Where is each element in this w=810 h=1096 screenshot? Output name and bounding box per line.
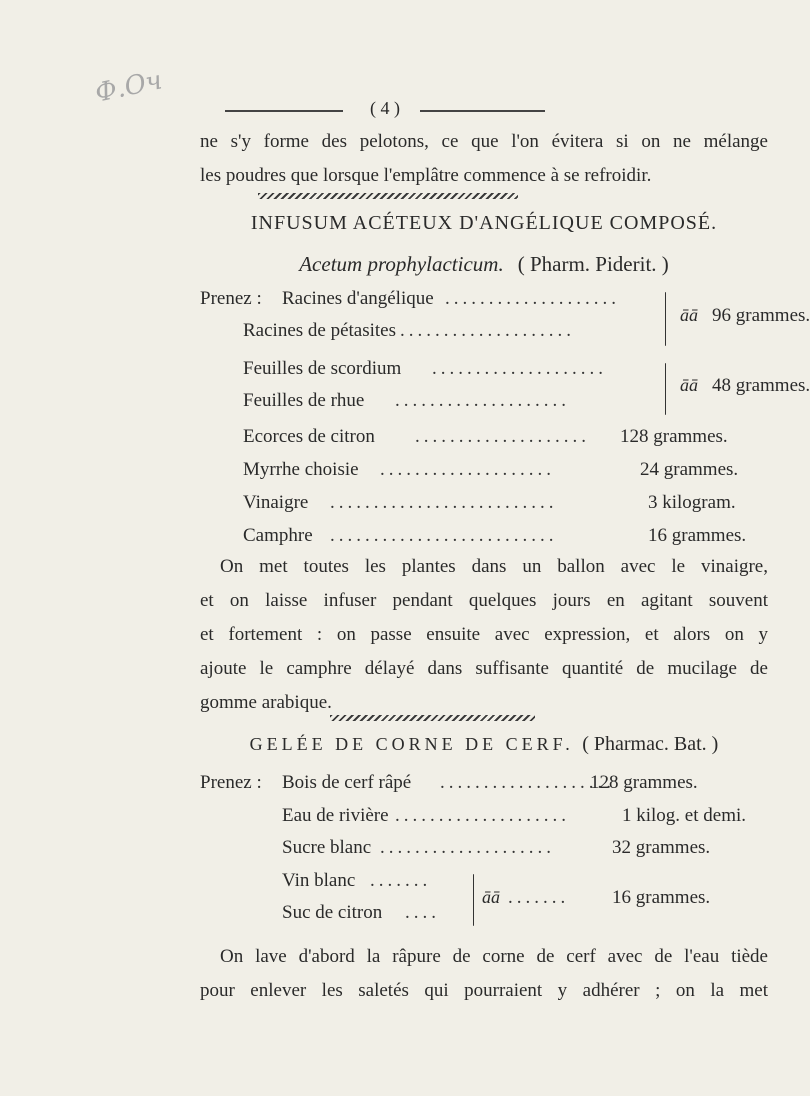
brace (665, 292, 666, 346)
ingredient-name: Feuilles de scordium (243, 358, 402, 379)
instruction-line: On met toutes les plantes dans un ballon avec le vinaigre, (220, 556, 768, 577)
ingredient-quantity: 24 grammes. (640, 459, 739, 480)
dot-leader: .................... (440, 772, 615, 793)
intro-line: les poudres que lorsque l'emplâtre commence à se refroidir. (200, 165, 652, 186)
ingredient-name: Racines de pétasites (243, 320, 397, 341)
ingredient-quantity: 16 grammes. (612, 887, 711, 908)
page-number: ( 4 ) (370, 98, 400, 118)
dot-leader: .................... (380, 837, 555, 858)
instructions-paragraph (200, 550, 768, 720)
instruction-line: et on laisse infuser pendant quelques jours en agitant souvent (200, 590, 768, 611)
instruction-line: pour enlever les saletés qui pourraient y adhérer ; on la met (200, 980, 768, 1001)
ingredient-quantity: 128 grammes. (590, 772, 698, 793)
ingredient-quantity: 3 kilogram. (648, 492, 736, 513)
recipe-source: ( Pharm. Piderit. ) (517, 252, 669, 276)
dot-leader: .................... (432, 358, 607, 379)
ingredient-name: Vin blanc (282, 870, 356, 891)
dot-leader: .................... (380, 459, 555, 480)
intro-paragraph (200, 125, 768, 193)
latin-name: Acetum prophylacticum. (299, 252, 504, 276)
prenez-label: Prenez : (200, 772, 262, 793)
ana-mark: āā (482, 887, 500, 907)
dot-leader: .................... (445, 288, 620, 309)
recipe-source: ( Pharmac. Bat. ) (582, 733, 719, 755)
ingredient-name: Racines d'angélique (282, 288, 434, 309)
ingredient-name: Vinaigre (243, 492, 309, 513)
header-rule-right (420, 110, 545, 112)
ingredient-name: Feuilles de rhue (243, 390, 365, 411)
ingredient-quantity: 16 grammes. (648, 525, 747, 546)
ingredient-quantity: 48 grammes. (712, 375, 810, 396)
instruction-line: gomme arabique. (200, 692, 332, 713)
recipe-title (200, 733, 768, 756)
instruction-line: ajoute le camphre délayé dans suffisante quantité de mucilage de (200, 658, 768, 679)
ana-mark: āā (680, 305, 698, 325)
prenez-label: Prenez : (200, 288, 262, 309)
recipe-title: INFUSUM ACÉTEUX D'ANGÉLIQUE COMPOSÉ. (250, 212, 718, 234)
section-divider (258, 193, 518, 199)
recipe-title-text: GELÉE DE CORNE DE CERF. (249, 734, 574, 754)
dot-leader: .................... (395, 390, 570, 411)
ingredient-name: Eau de rivière (282, 805, 389, 826)
ingredient-name: Suc de citron (282, 902, 383, 923)
brace (665, 363, 666, 415)
ingredient-name: Ecorces de citron (243, 426, 375, 447)
ingredient-quantity: 1 kilog. et demi. (622, 805, 747, 826)
section-divider (330, 715, 535, 721)
dot-leader: .......................... (330, 492, 558, 513)
ingredient-quantity: 32 grammes. (612, 837, 711, 858)
ingredient-quantity: 128 grammes. (620, 426, 728, 447)
dot-leader: ....... (508, 887, 570, 908)
ana-mark: āā (680, 375, 698, 395)
page-header (225, 100, 545, 120)
ingredient-quantity: 96 grammes. (712, 305, 810, 326)
instructions-paragraph (200, 940, 768, 1008)
ingredient-name: Myrrhe choisie (243, 459, 359, 480)
dot-leader: .......................... (330, 525, 558, 546)
ingredient-name: Camphre (243, 525, 313, 546)
dot-leader: .... (405, 902, 440, 923)
dot-leader: .................... (400, 320, 575, 341)
margin-handwriting: Ф.Оч (92, 65, 165, 109)
dot-leader: ....... (370, 870, 432, 891)
intro-line: ne s'y forme des pelotons, ce que l'on évitera si on ne mélange (200, 131, 768, 152)
instruction-line: On lave d'abord la râpure de corne de cerf avec de l'eau tiède (220, 946, 768, 967)
brace (473, 874, 474, 926)
ingredient-name: Bois de cerf râpé (282, 772, 412, 793)
ingredient-name: Sucre blanc (282, 837, 372, 858)
header-rule-left (225, 110, 343, 112)
instruction-line: et fortement : on passe ensuite avec expression, et alors on y (200, 624, 768, 645)
recipe-subtitle (200, 252, 768, 277)
dot-leader: .................... (395, 805, 570, 826)
dot-leader: .................... (415, 426, 590, 447)
